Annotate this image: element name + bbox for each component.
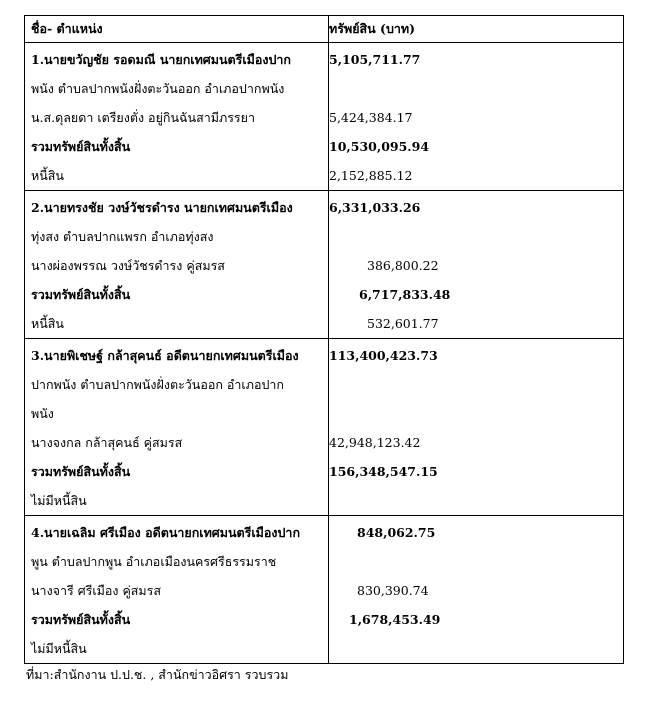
debt-label: ไม่มีหนี้สิน (31, 641, 87, 656)
spouse-asset-value: 830,390.74 (357, 583, 429, 598)
spouse-name: นางจงกล กล้าสุคนธ์ คู่สมรส (31, 435, 183, 450)
total-label: รวมทรัพย์สินทั้งสิ้น (31, 139, 131, 154)
table-header-row (25, 16, 624, 43)
table-row (25, 516, 624, 664)
official-name-line: 3.นายพิเชษฐ์ กล้าสุคนธ์ อดีตนายกเทศมนตรีเมือง (31, 348, 299, 363)
header-asset-label: ทรัพย์สิน (บาท) (329, 21, 416, 36)
official-asset-value: 113,400,423.73 (329, 348, 438, 363)
spouse-asset-value: 386,800.22 (367, 258, 439, 273)
official-cell (25, 43, 329, 191)
header-name-position (25, 16, 329, 43)
debt-label: หนี้สิน (31, 168, 64, 183)
official-asset-value: 5,105,711.77 (329, 52, 421, 67)
spacer-line (329, 370, 623, 399)
debt-value: 532,601.77 (367, 316, 439, 331)
table-row (25, 43, 624, 191)
official-cell (25, 191, 329, 339)
total-label: รวมทรัพย์สินทั้งสิ้น (31, 612, 131, 627)
official-name-line: พนัง (31, 406, 54, 421)
asset-declaration-table (24, 15, 624, 664)
debt-value (329, 486, 623, 515)
table-row (25, 191, 624, 339)
header-name-label: ชื่อ- ตำแหน่ง (31, 21, 103, 36)
spacer-line (329, 399, 623, 428)
official-cell (25, 516, 329, 664)
total-asset-value: 1,678,453.49 (349, 612, 441, 627)
debt-label: หนี้สิน (31, 316, 64, 331)
debt-value: 2,152,885.12 (329, 168, 413, 183)
spacer-line (329, 222, 623, 251)
official-name-line: 4.นายเฉลิม ศรีเมือง อดีตนายกเทศมนตรีเมืองปาก (31, 525, 301, 540)
spouse-asset-value: 42,948,123.42 (329, 435, 421, 450)
table-row (25, 339, 624, 516)
amount-cell (329, 191, 624, 339)
total-label: รวมทรัพย์สินทั้งสิ้น (31, 287, 131, 302)
debt-label: ไม่มีหนี้สิน (31, 493, 87, 508)
official-name-line: ปากพนัง ตำบลปากพนังฝั่งตะวันออก อำเภอปาก (31, 377, 284, 392)
spouse-asset-value: 5,424,384.17 (329, 110, 413, 125)
debt-value (329, 634, 623, 663)
total-asset-value: 10,530,095.94 (329, 139, 430, 154)
amount-cell (329, 339, 624, 516)
total-label: รวมทรัพย์สินทั้งสิ้น (31, 464, 131, 479)
amount-cell (329, 43, 624, 191)
total-asset-value: 156,348,547.15 (329, 464, 438, 479)
official-name-line: ทุ่งสง ตำบลปากแพรก อำเภอทุ่งสง (31, 229, 214, 244)
source-note: ที่มา:สำนักงาน ป.ป.ช. , สำนักข่าวอิศรา รวบรวม (26, 667, 289, 682)
official-asset-value: 848,062.75 (357, 525, 436, 540)
official-asset-value: 6,331,033.26 (329, 200, 421, 215)
header-asset (329, 16, 624, 43)
spacer-line (329, 74, 623, 103)
amount-cell (329, 516, 624, 664)
spouse-name: นางผ่องพรรณ วงษ์วัชรดำรง คู่สมรส (31, 258, 225, 273)
spacer-line (329, 547, 623, 576)
official-name-line: 1.นายขวัญชัย รอดมณี นายกเทศมนตรีเมืองปาก (31, 52, 292, 67)
total-asset-value: 6,717,833.48 (359, 287, 451, 302)
spouse-name: นางจารี ศรีเมือง คู่สมรส (31, 583, 162, 598)
official-name-line: พนัง ตำบลปากพนังฝั่งตะวันออก อำเภอปากพนัง (31, 81, 285, 96)
official-cell (25, 339, 329, 516)
official-name-line: พูน ตำบลปากพูน อำเภอเมืองนครศรีธรรมราช (31, 554, 277, 569)
spouse-name: น.ส.ดุลยดา เตรียงตั่ง อยู่กินฉันสามีภรรยา (31, 110, 255, 125)
official-name-line: 2.นายทรงชัย วงษ์วัชรดำรง นายกเทศมนตรีเมือง (31, 200, 293, 215)
